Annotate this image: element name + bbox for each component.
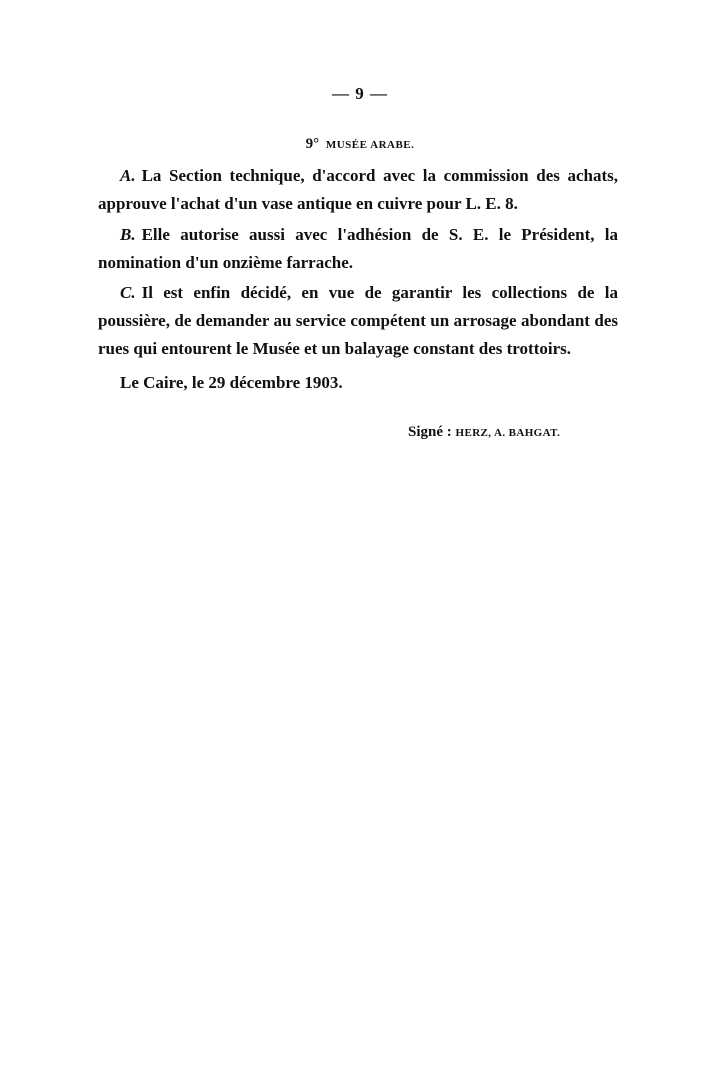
paragraph-a-letter: A. [120,166,136,185]
paragraph-b-letter: B. [120,225,136,244]
paragraph-c-text: Il est enfin décidé, en vue de garantir les collections de la poussière, de demander au service compétent un arrosage abondant des rues qui entourent le Musée et un balayage constant des trottoirs. [98,283,618,358]
section-number: 9° [305,136,320,152]
paragraph-a-text: La Section technique, d'accord avec la commission des achats, approuve l'achat d'un vase antique en cuivre pour L. E. 8. [98,166,618,213]
paragraph-c-letter: C. [120,283,136,302]
section-name: MUSÉE ARABE. [325,139,415,151]
paragraph-a [98,162,618,218]
section-title [0,136,720,153]
paragraph-c [98,279,618,363]
page-number: — 9 — [332,84,388,103]
paragraph-b [98,221,618,277]
dateline: Le Caire, le 29 décembre 1903. [120,373,343,392]
signature-label: Signé : [408,424,452,440]
signature-names: HERZ, A. BAHGAT. [455,427,561,439]
signature [408,424,560,441]
paragraph-b-text: Elle autorise aussi avec l'adhésion de S. E. le Président, la nomination d'un onzième farrache. [98,225,618,272]
